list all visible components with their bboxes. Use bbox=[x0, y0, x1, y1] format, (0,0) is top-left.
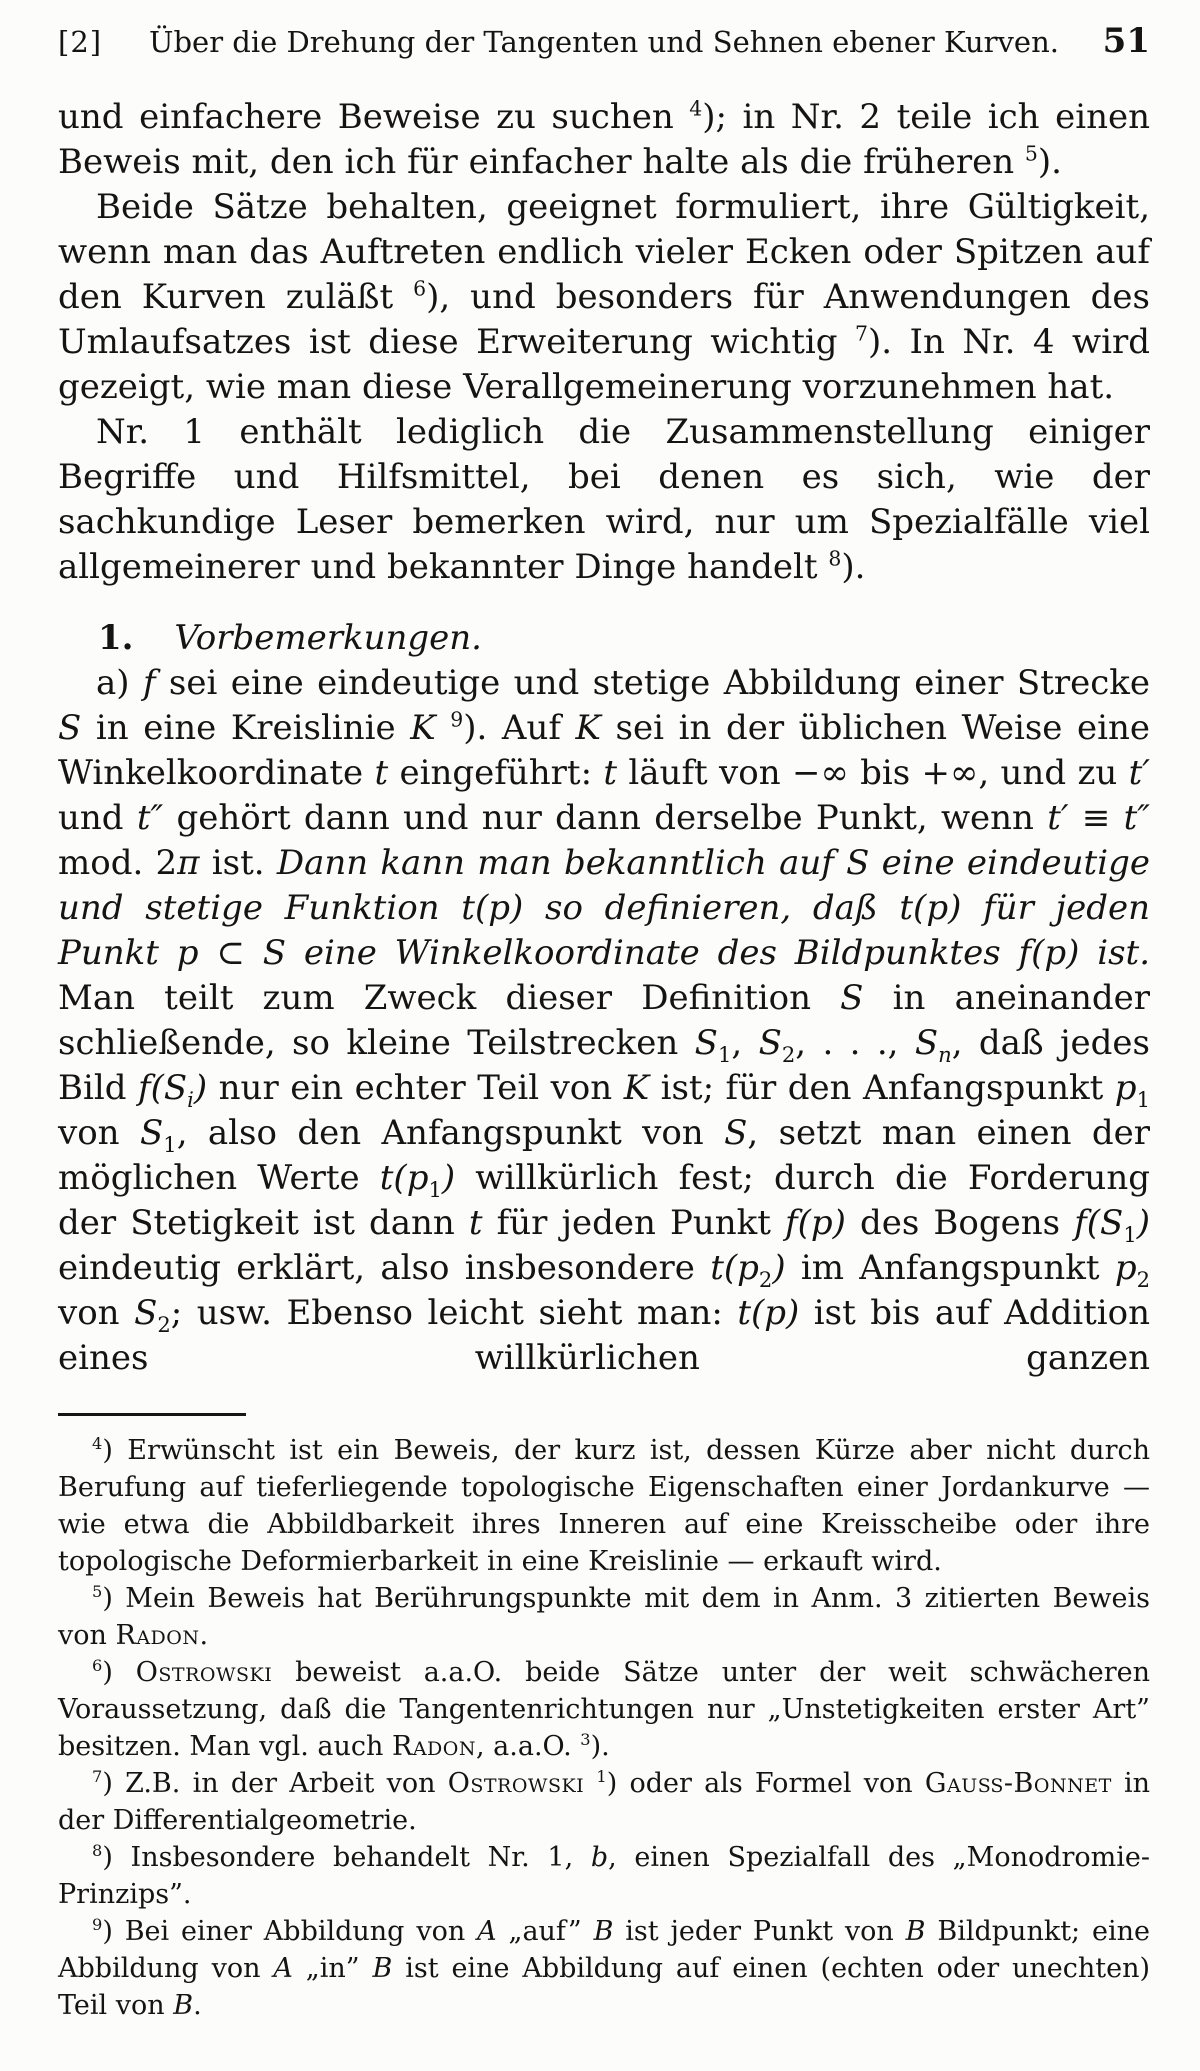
text-segment: , a.a.O. bbox=[476, 1731, 581, 1762]
text-segment: 3 bbox=[580, 1730, 591, 1749]
text-segment: sei eine eindeutige und stetige Abbildung einer Strecke bbox=[155, 663, 1151, 703]
text-segment: 2 bbox=[157, 1311, 171, 1337]
main-text-block bbox=[58, 95, 1150, 1381]
text-segment: 1 bbox=[428, 1176, 442, 1202]
text-segment: 4 bbox=[92, 1434, 103, 1453]
paragraph-beide-saetze bbox=[58, 185, 1150, 410]
text-segment: A bbox=[273, 1953, 293, 1984]
text-segment: i bbox=[187, 1086, 194, 1112]
text-segment: 1 bbox=[1136, 1086, 1150, 1112]
text-segment: 8 bbox=[828, 546, 842, 571]
text-segment: 2 bbox=[758, 1266, 773, 1292]
text-segment: 7 bbox=[92, 1767, 103, 1786]
text-segment: 2 bbox=[781, 1041, 796, 1067]
text-segment: . bbox=[199, 1620, 209, 1651]
text-segment: S bbox=[694, 1023, 718, 1063]
text-segment: ). bbox=[1037, 142, 1062, 182]
text-segment: f(S bbox=[138, 1068, 188, 1108]
text-segment: B bbox=[593, 1916, 614, 1947]
text-segment: ). Auf bbox=[463, 708, 576, 748]
text-segment: ) Insbesondere behandelt Nr. 1, bbox=[102, 1842, 591, 1873]
footnote-8 bbox=[58, 1839, 1150, 1913]
text-segment: 6 bbox=[413, 276, 427, 301]
text-segment: ) Z.B. in der Arbeit von bbox=[102, 1768, 448, 1799]
text-segment: Gauß-Bonnet bbox=[924, 1768, 1112, 1799]
text-segment: f bbox=[142, 663, 156, 703]
text-segment: Radon bbox=[392, 1731, 476, 1762]
text-segment: , bbox=[731, 1023, 759, 1063]
text-segment: S bbox=[914, 1023, 939, 1063]
text-segment: ist. bbox=[199, 843, 277, 883]
text-segment: mod. 2 bbox=[58, 843, 178, 883]
text-segment: B bbox=[372, 1953, 393, 1984]
text-segment: sei in der üblichen Weise eine Winkelkoordinate bbox=[58, 708, 1150, 793]
text-segment bbox=[584, 1768, 596, 1799]
text-segment: 1 bbox=[163, 1131, 177, 1157]
text-segment: ) bbox=[441, 1158, 456, 1198]
text-segment: f(p) bbox=[785, 1203, 846, 1243]
text-segment: B bbox=[173, 1990, 194, 2021]
text-segment: K bbox=[575, 708, 601, 748]
page-header bbox=[58, 21, 1150, 61]
text-segment: Ostrowski bbox=[447, 1768, 585, 1799]
footnote-9 bbox=[58, 1913, 1150, 2024]
text-segment: t″ bbox=[1123, 798, 1150, 838]
text-segment: ). bbox=[841, 547, 866, 587]
text-segment: ist; für den Anfangspunkt bbox=[649, 1068, 1115, 1108]
text-segment: B bbox=[905, 1916, 926, 1947]
text-segment: Man teilt zum Zweck dieser Definition bbox=[58, 978, 841, 1018]
issue-mark: [2] bbox=[58, 25, 103, 59]
text-segment: von bbox=[58, 1293, 135, 1333]
text-segment: , also den Anfangspunkt von bbox=[176, 1113, 725, 1153]
running-title: Über die Drehung der Tangenten und Sehnen ebener Kurven. bbox=[149, 25, 1059, 59]
text-segment: t′ bbox=[1047, 798, 1069, 838]
text-segment: 1 bbox=[1123, 1221, 1137, 1247]
text-segment: 2 bbox=[1136, 1266, 1151, 1292]
text-segment: eindeutig erklärt, also insbesondere bbox=[58, 1248, 711, 1288]
footnote-separator bbox=[58, 1413, 246, 1416]
text-segment: t(p) bbox=[737, 1293, 800, 1333]
paragraph-continuation bbox=[58, 95, 1150, 185]
text-segment: „in” bbox=[292, 1953, 373, 1984]
text-segment: beweist a.a.O. beide Sätze unter der weit schwächeren Voraussetzung, daß die Tangentenrichtungen nur „Unstetigkeiten erster Art” besitzen. Man vgl. auch bbox=[58, 1657, 1150, 1762]
text-segment: , einen Spezialfall des „Monodromie-Prinzips”. bbox=[58, 1842, 1151, 1910]
text-segment: 5 bbox=[1024, 141, 1038, 166]
text-segment: ; usw. Ebenso leicht sieht man: bbox=[170, 1293, 738, 1333]
text-segment: 9 bbox=[92, 1915, 103, 1934]
text-segment: Beide Sätze behalten, geeignet formuliert, ihre Gültigkeit, wenn man das Auftreten endlich vieler Ecken oder Spitzen auf den Kurven zuläßt bbox=[58, 187, 1150, 317]
footnote-7 bbox=[58, 1765, 1150, 1839]
text-segment: 9 bbox=[450, 707, 464, 732]
text-segment: „auf” bbox=[496, 1916, 594, 1947]
text-segment: ), und besonders für Anwendungen des Umlaufsatzes ist diese Erweiterung wichtig bbox=[58, 277, 1150, 362]
text-segment: 6 bbox=[92, 1656, 103, 1675]
text-segment: , daß jedes Bild bbox=[58, 1023, 1151, 1108]
text-segment: ) Mein Beweis hat Berührungspunkte mit dem in Anm. 3 zitierten Beweis von bbox=[58, 1583, 1150, 1651]
text-segment: . bbox=[193, 1990, 202, 2021]
text-segment: nur ein echter Teil von bbox=[207, 1068, 624, 1108]
text-segment: t″ bbox=[136, 798, 164, 838]
text-segment: S bbox=[58, 708, 82, 748]
text-segment: im Anfangspunkt bbox=[785, 1248, 1115, 1288]
text-segment: t bbox=[603, 753, 618, 793]
text-segment: des Bogens bbox=[845, 1203, 1075, 1243]
text-segment: n bbox=[938, 1041, 952, 1067]
text-segment: ) oder als Formel von bbox=[606, 1768, 925, 1799]
text-segment: Nr. 1 enthält lediglich die Zusammenstellung einiger Begriffe und Hilfsmittel, bei denen es sich, wie der sachkundige Leser bemerken wird, nur um Spezialfälle viel allgemeinerer und bekannter Dinge handelt bbox=[58, 412, 1150, 587]
text-segment: ≡ bbox=[1068, 798, 1124, 838]
text-segment: a) bbox=[96, 663, 143, 703]
section-title: Vorbemerkungen. bbox=[174, 618, 482, 658]
text-segment: K bbox=[623, 1068, 650, 1108]
text-segment: S bbox=[134, 1293, 158, 1333]
text-segment: 5 bbox=[92, 1582, 103, 1601]
text-segment: π bbox=[177, 843, 200, 883]
text-segment: b bbox=[590, 1842, 609, 1873]
text-segment: Radon bbox=[115, 1620, 200, 1651]
text-segment: und bbox=[58, 798, 137, 838]
text-segment: , setzt man einen der möglichen Werte bbox=[58, 1113, 1150, 1198]
text-segment: S bbox=[139, 1113, 164, 1153]
text-segment: ist bis auf Addition eines willkürlichen ganzen bbox=[58, 1293, 1150, 1378]
text-segment: 8 bbox=[92, 1841, 103, 1860]
text-segment: S bbox=[840, 978, 864, 1018]
section-number: 1. bbox=[98, 618, 134, 658]
text-segment: gehört dann und nur dann derselbe Punkt, wenn bbox=[163, 798, 1048, 838]
footnote-5 bbox=[58, 1580, 1150, 1654]
text-segment: 4 bbox=[689, 96, 703, 121]
text-segment: S bbox=[758, 1023, 782, 1063]
text-segment: willkürlich fest; durch die Forderung der Stetigkeit ist dann bbox=[58, 1158, 1150, 1243]
text-segment: t bbox=[468, 1203, 483, 1243]
text-segment: t(p bbox=[379, 1158, 429, 1198]
text-segment: ). In Nr. 4 wird gezeigt, wie man diese Verallgemeinerung vorzunehmen hat. bbox=[58, 322, 1150, 407]
text-segment: t(p bbox=[710, 1248, 759, 1288]
text-segment: A bbox=[477, 1916, 497, 1947]
text-segment: p bbox=[1114, 1068, 1137, 1108]
text-segment: Ostrowski bbox=[135, 1657, 273, 1688]
text-segment bbox=[436, 708, 451, 748]
footnote-6 bbox=[58, 1654, 1150, 1765]
text-segment: t bbox=[374, 753, 389, 793]
text-segment: Dann kann man bekanntlich auf S eine eindeutige und stetige Funktion t(p) so definieren, daß t(p) für jeden Punkt p ⊂ S eine Winkelkoordinate des Bildpunktes f(p) ist. bbox=[58, 843, 1150, 973]
text-segment: K bbox=[410, 708, 436, 748]
text-segment: in der Differentialgeometrie. bbox=[58, 1768, 1150, 1836]
footnote-4 bbox=[58, 1432, 1150, 1580]
text-segment: in aneinander schließende, so kleine Teilstrecken bbox=[58, 978, 1150, 1063]
text-segment: ) bbox=[772, 1248, 786, 1288]
text-segment: f(S bbox=[1074, 1203, 1124, 1243]
text-segment: ); in Nr. 2 teile ich einen Beweis mit, den ich für einfacher halte als die früheren bbox=[58, 97, 1151, 182]
text-segment: für jeden Punkt bbox=[482, 1203, 786, 1243]
text-segment: 1 bbox=[717, 1041, 732, 1067]
text-segment: von bbox=[58, 1113, 140, 1153]
text-segment: eingeführt: bbox=[388, 753, 604, 793]
text-segment: 1 bbox=[596, 1767, 607, 1786]
text-segment: , . . ., bbox=[795, 1023, 915, 1063]
text-segment: ) bbox=[102, 1657, 136, 1688]
text-segment: ist eine Abbildung auf einen (echten oder unechten) Teil von bbox=[58, 1953, 1151, 2021]
page-number: 51 bbox=[1102, 21, 1150, 61]
paragraph-nr1 bbox=[58, 410, 1150, 590]
text-segment: läuft von −∞ bis +∞, und zu bbox=[617, 753, 1129, 793]
text-segment: ) bbox=[1136, 1203, 1150, 1243]
text-segment: Bildpunkt; eine Abbildung von bbox=[58, 1916, 1150, 1984]
text-segment: S bbox=[724, 1113, 748, 1153]
text-segment: 7 bbox=[855, 321, 869, 346]
text-segment: t′ bbox=[1128, 753, 1150, 793]
paragraph-a-vorbemerkungen bbox=[58, 661, 1150, 1381]
text-segment: ) Bei einer Abbildung von bbox=[102, 1916, 478, 1947]
section-heading bbox=[58, 616, 1150, 661]
text-segment: ) Erwünscht ist ein Beweis, der kurz ist, dessen Kürze aber nicht durch Berufung auf tieferliegende topologische Eigenschaften einer Jordankurve — wie etwa die Abbildbarkeit ihres Inneren auf eine Kreisscheibe oder ihre topologische Deformierbarkeit in eine Kreislinie — erkauft wird. bbox=[58, 1435, 1150, 1577]
text-segment: ) bbox=[193, 1068, 208, 1108]
text-segment: ). bbox=[590, 1731, 610, 1762]
text-segment: p bbox=[1114, 1248, 1137, 1288]
text-segment: und einfachere Beweise zu suchen bbox=[58, 97, 690, 137]
text-segment: in eine Kreislinie bbox=[81, 708, 411, 748]
text-segment: ist jeder Punkt von bbox=[613, 1916, 906, 1947]
footnotes-block bbox=[58, 1432, 1150, 2024]
